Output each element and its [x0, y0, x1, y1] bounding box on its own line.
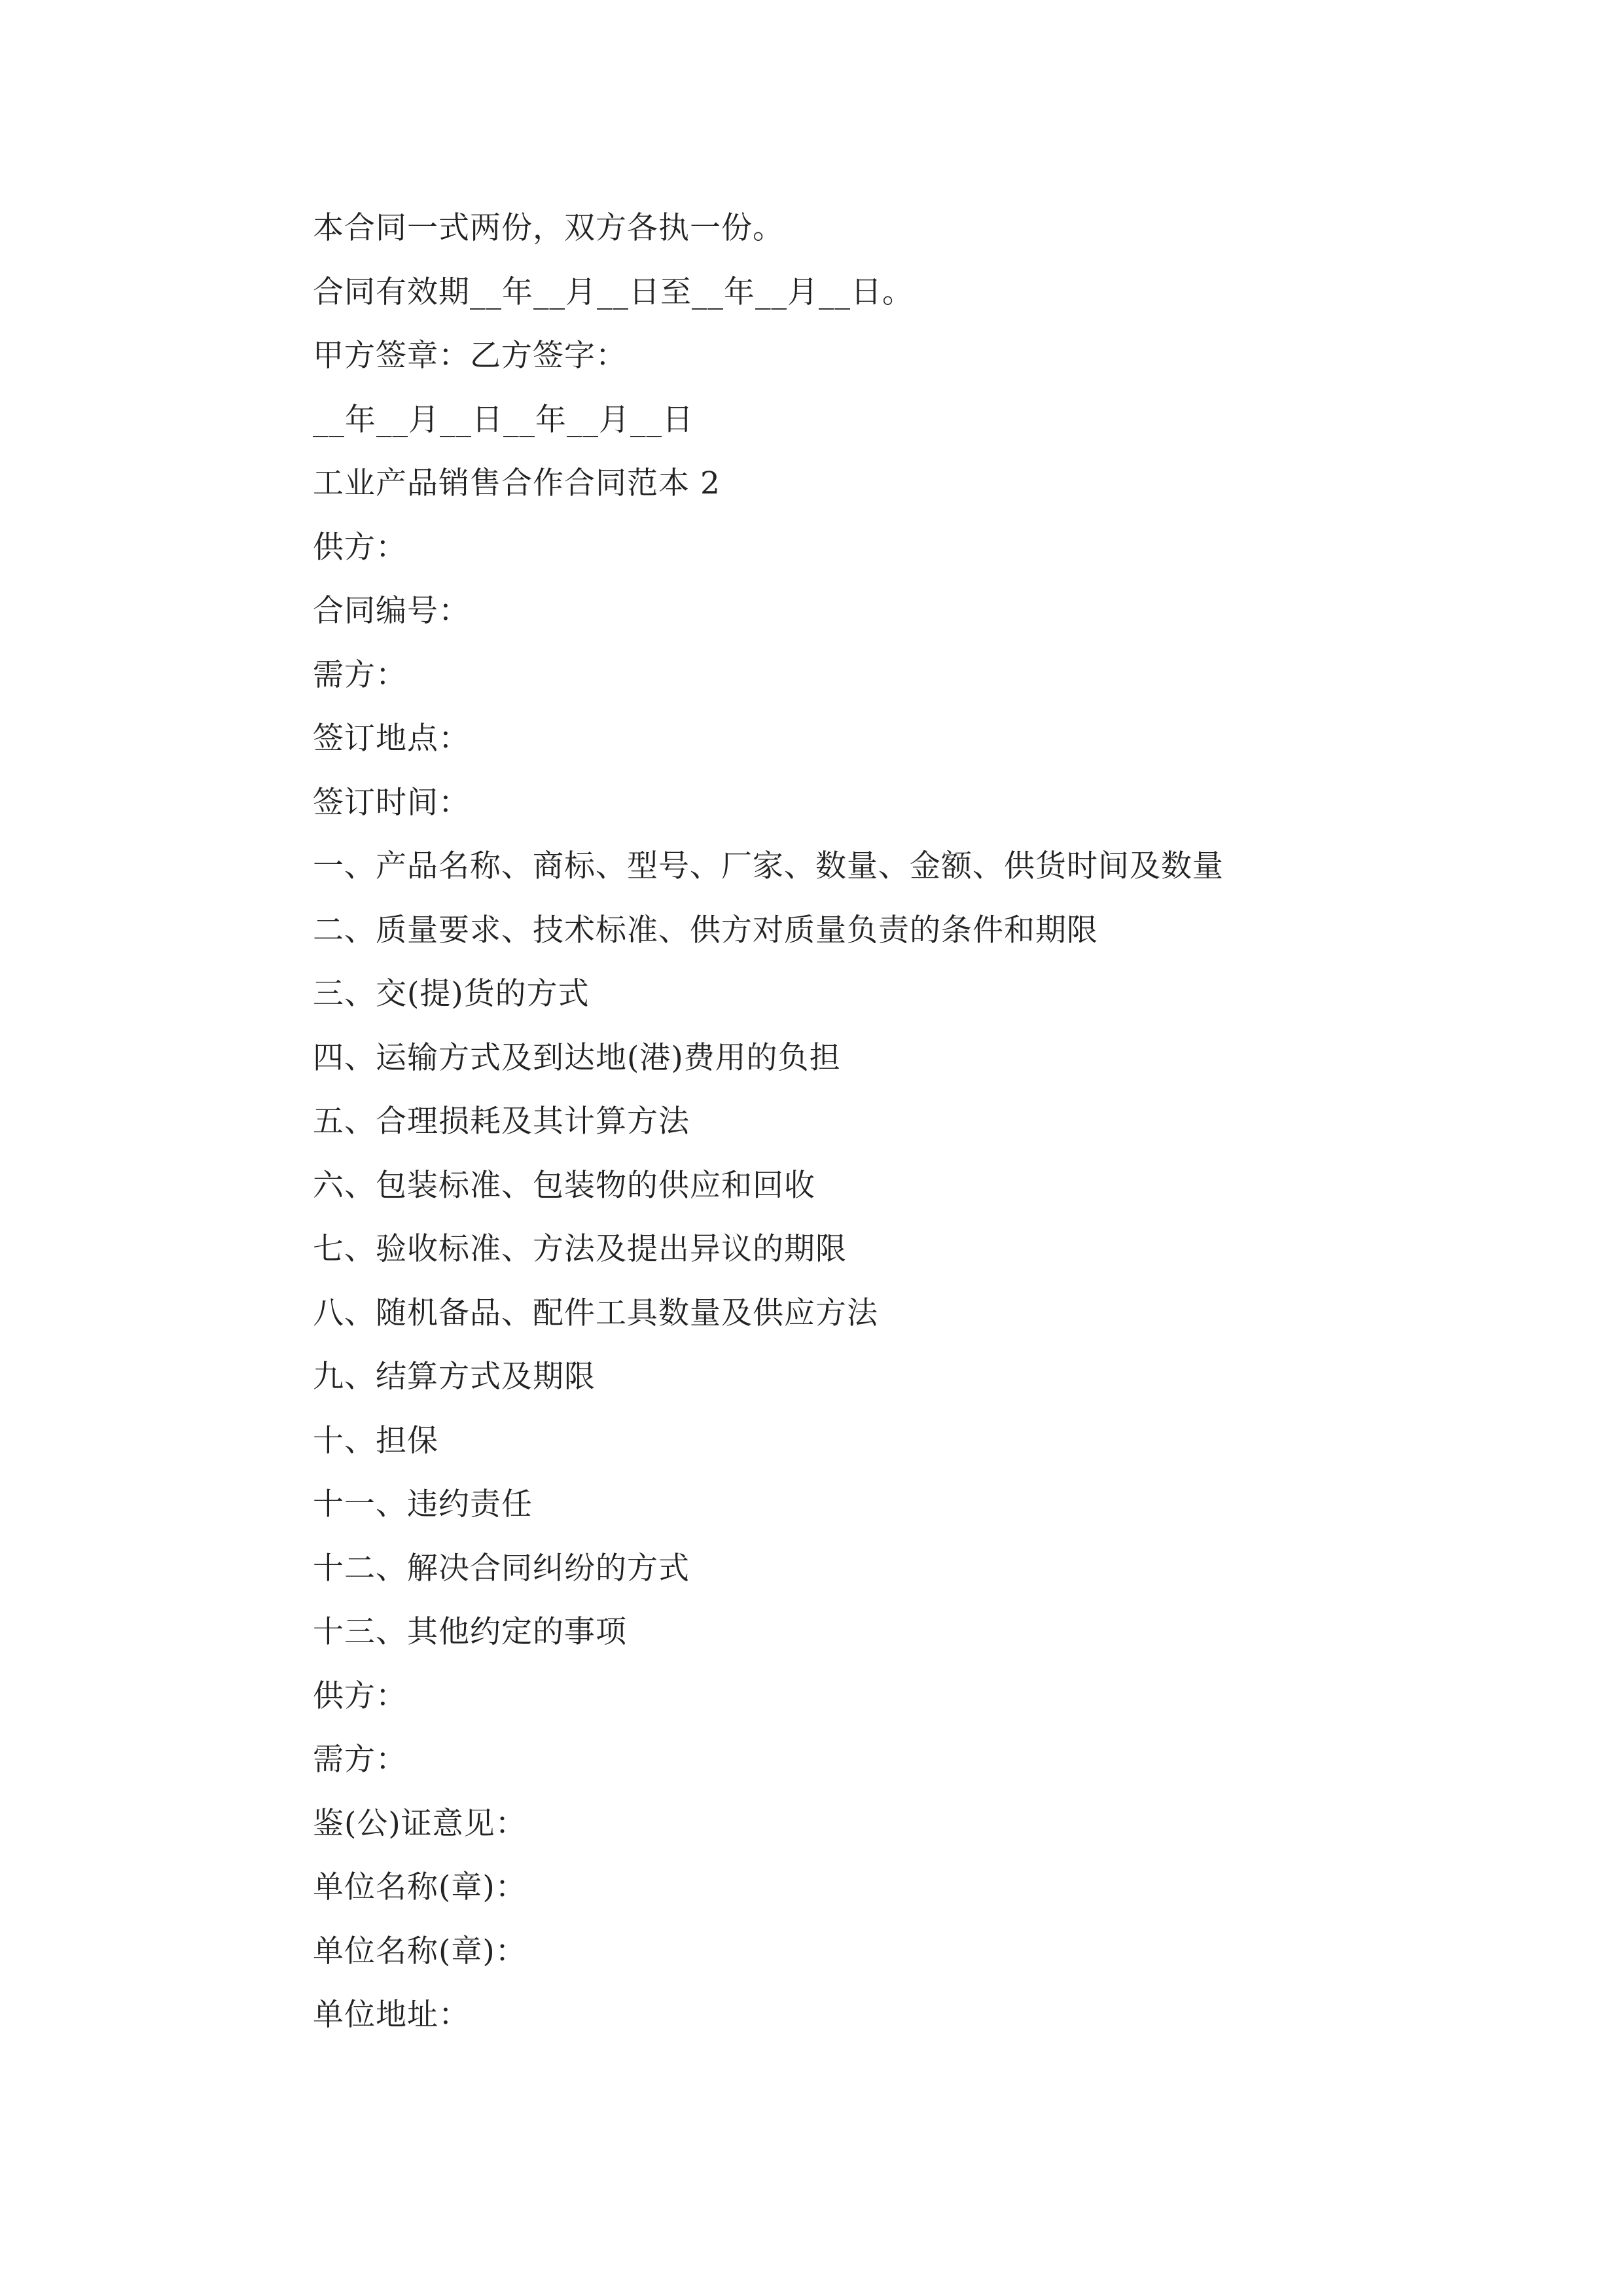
clause-3: 三、交(提)货的方式 [313, 976, 590, 1012]
clause-2: 二、质量要求、技术标准、供方对质量负责的条件和期限 [313, 912, 1098, 948]
clause-7: 七、验收标准、方法及提出异议的期限 [313, 1231, 847, 1267]
clause-4: 四、运输方式及到达地(港)费用的负担 [313, 1039, 841, 1076]
clause-13: 十三、其他约定的事项 [313, 1614, 627, 1650]
unit-name-field-2: 单位名称(章)： [313, 1933, 527, 1969]
clause-8: 八、随机备品、配件工具数量及供应方法 [313, 1295, 878, 1331]
copies-clause: 本合同一式两份，双方各执一份。 [313, 210, 784, 246]
unit-address-field: 单位地址： [313, 1997, 470, 2033]
contract-title: 工业产品销售合作合同范本 2 [313, 465, 721, 501]
signature-dates: __年__月__日__年__月__日 [313, 401, 694, 438]
validity-period-clause: 合同有效期__年__月__日至__年__月__日。 [313, 274, 914, 310]
clause-5: 五、合理损耗及其计算方法 [313, 1103, 690, 1139]
clause-12: 十二、解决合同纠纷的方式 [313, 1550, 690, 1587]
clause-10: 十、担保 [313, 1422, 438, 1459]
notary-opinion-field: 鉴(公)证意见： [313, 1805, 527, 1842]
clause-6: 六、包装标准、包装物的供应和回收 [313, 1167, 815, 1204]
unit-name-field-1: 单位名称(章)： [313, 1869, 527, 1905]
signature-labels: 甲方签章：乙方签字： [313, 338, 627, 374]
document-body [313, 202, 1360, 2053]
clause-1: 一、产品名称、商标、型号、厂家、数量、金额、供货时间及数量 [313, 848, 1224, 884]
contract-number-field: 合同编号： [313, 593, 470, 629]
supplier-field: 供方： [313, 529, 407, 565]
supplier-signature-field: 供方： [313, 1677, 407, 1714]
buyer-signature-field: 需方： [313, 1742, 407, 1778]
clause-11: 十一、违约责任 [313, 1486, 533, 1522]
clause-9: 九、结算方式及期限 [313, 1359, 596, 1395]
buyer-field: 需方： [313, 656, 407, 693]
signing-time-field: 签订时间： [313, 784, 470, 821]
signing-place-field: 签订地点： [313, 721, 470, 757]
